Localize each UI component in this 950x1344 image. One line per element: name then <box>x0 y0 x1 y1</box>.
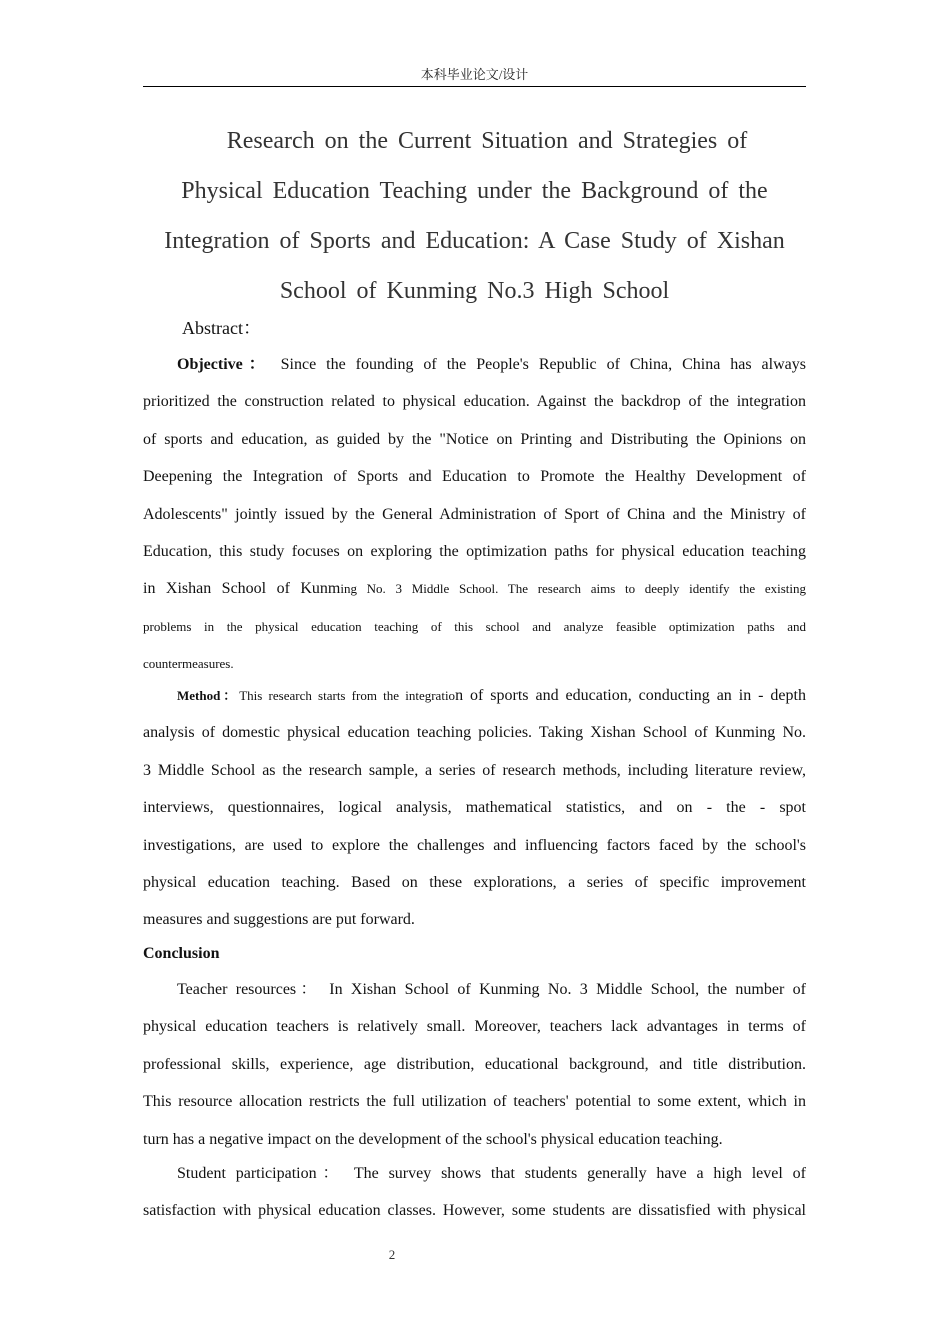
teacher-resources-paragraph <box>143 971 806 1158</box>
title-line: School of Kunming No.3 High School <box>279 278 670 304</box>
title-line: Physical Education Teaching under the Background of the <box>181 178 768 204</box>
paragraph-line: Education, this study focuses on exploring the optimization paths for physical education teaching <box>143 542 806 560</box>
objective-label: Objective： <box>177 356 271 373</box>
paragraph-line: analysis of domestic physical education teaching policies. Taking Xishan School of Kunming No. <box>143 724 806 742</box>
method-paragraph <box>143 677 806 939</box>
paragraph-line: prioritized the construction related to physical education. Against the backdrop of the integration <box>143 393 806 411</box>
paragraph-line: problems in the physical education teaching of this school and analyze feasible optimization paths and <box>143 618 806 634</box>
paragraph-line: physical education teaching. Based on these explorations, a series of specific improvement <box>143 873 806 891</box>
paragraph-line: measures and suggestions are put forward. <box>143 911 415 929</box>
paragraph-line: Method：This research starts from the integration of sports and education, conducting an in - depth <box>177 687 806 704</box>
paragraph-line: of sports and education, as guided by the "Notice on Printing and Distributing the Opinions on <box>143 430 806 448</box>
paragraph-line: interviews, questionnaires, logical analysis, mathematical statistics, and on - the - spot <box>143 799 806 817</box>
paragraph-line: Deepening the Integration of Sports and Education to Promote the Healthy Development of <box>143 468 806 486</box>
student-participation-paragraph <box>143 1155 806 1230</box>
objective-paragraph <box>143 346 806 683</box>
paragraph-line: professional skills, experience, age distribution, educational background, and title distribution. <box>143 1055 806 1073</box>
paragraph-line: This resource allocation restricts the full utilization of teachers' potential to some extent, which in <box>143 1093 806 1111</box>
paragraph-line: turn has a negative impact on the development of the school's physical education teaching. <box>143 1130 723 1148</box>
conclusion-heading: Conclusion <box>143 945 220 962</box>
paragraph-line: investigations, are used to explore the challenges and influencing factors faced by the school's <box>143 836 806 854</box>
paragraph-line: physical education teachers is relatively small. Moreover, teachers lack advantages in terms of <box>143 1018 806 1036</box>
paragraph-line: Student participation： The survey shows that students generally have a high level of <box>177 1165 806 1182</box>
title-line: Research on the Current Situation and Strategies of <box>226 128 748 154</box>
title-line: Integration of Sports and Education: A Case Study of Xishan <box>164 228 785 254</box>
paragraph-line: Adolescents" jointly issued by the General Administration of Sport of China and the Ministry of <box>143 505 806 523</box>
paragraph-line: satisfaction with physical education classes. However, some students are dissatisfied with physical <box>143 1202 806 1220</box>
header-rule <box>143 86 806 87</box>
thesis-title <box>143 116 806 316</box>
paragraph-line: countermeasures. <box>143 656 234 672</box>
paragraph-line: in Xishan School of Kunming No. 3 Middle School. The research aims to deeply identify the existing <box>143 580 806 598</box>
student-participation-label: Student participation： <box>177 1165 345 1182</box>
abstract-heading: Abstract： <box>182 318 261 338</box>
page-number: 2 <box>388 1247 396 1262</box>
paragraph-line: 3 Middle School as the research sample, a series of research methods, including literature review, <box>143 761 806 779</box>
running-header: 本科毕业论文/设计 <box>420 67 529 82</box>
method-label: Method： <box>177 688 240 703</box>
teacher-resources-label: Teacher resources： <box>177 981 321 998</box>
paragraph-line: Objective： Since the founding of the People's Republic of China, China has always <box>177 356 806 373</box>
paragraph-line: Teacher resources： In Xishan School of Kunming No. 3 Middle School, the number of <box>177 981 806 998</box>
